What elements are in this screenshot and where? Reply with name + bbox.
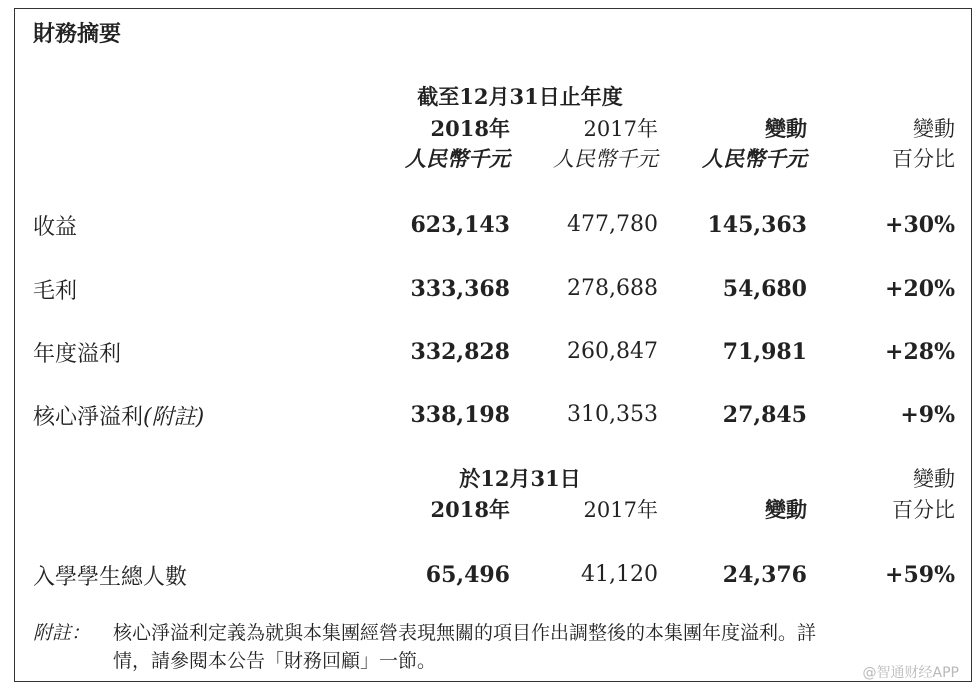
- row-value-2018: 623,143: [410, 212, 510, 238]
- period-heading: 截至12月31日止年度: [417, 84, 623, 109]
- row-label: 收益: [33, 215, 78, 240]
- row-value-pct: +59%: [885, 562, 955, 588]
- watermark: @智通财经APP: [862, 665, 959, 681]
- row-label-text: 核心淨溢利: [33, 405, 144, 430]
- row-value-change: 24,376: [722, 562, 807, 588]
- row-value-change: 27,845: [722, 402, 807, 428]
- row-value-change: 54,680: [722, 276, 807, 302]
- row-value-2017: 278,688: [567, 276, 658, 301]
- col-change: 變動: [765, 497, 807, 522]
- row-value-change: 145,363: [707, 212, 807, 238]
- col-pct-line2: 百分比: [892, 147, 955, 171]
- col-pct-line1: 變動: [913, 467, 955, 491]
- col-2017-unit: 人民幣千元: [553, 147, 658, 171]
- row-label-core-net-profit: [33, 400, 204, 431]
- col-change: 變動: [765, 116, 807, 141]
- row-value-change: 71,981: [722, 339, 807, 365]
- date-heading: 於12月31日: [459, 466, 581, 491]
- section-title: 財務摘要: [33, 21, 122, 47]
- row-value-pct: +9%: [900, 402, 955, 428]
- row-value-2018: 65,496: [425, 562, 510, 588]
- col-pct-line2: 百分比: [892, 498, 955, 522]
- row-value-2018: 332,828: [410, 339, 510, 365]
- row-value-2017: 310,353: [567, 402, 658, 427]
- footnote-label: 附註：: [33, 622, 91, 644]
- row-value-2017: 477,780: [567, 212, 658, 237]
- row-label-note: (附註): [143, 405, 205, 430]
- col-2018-year: 2018年: [430, 497, 510, 522]
- row-label: 年度溢利: [33, 342, 122, 367]
- row-value-pct: +20%: [885, 276, 955, 302]
- row-value-2017: 260,847: [567, 339, 658, 364]
- row-value-pct: +28%: [885, 339, 955, 365]
- col-2017-year: 2017年: [583, 117, 658, 141]
- footnote-line1: 核心淨溢利定義為就與本集團經營表現無關的項目作出調整後的本集團年度溢利。詳: [113, 622, 817, 644]
- row-value-2018: 338,198: [410, 402, 510, 428]
- col-pct-line1: 變動: [913, 117, 955, 141]
- col-2017-year: 2017年: [583, 498, 658, 522]
- row-value-pct: +30%: [885, 212, 955, 238]
- row-label: 入學學生總人數: [33, 565, 188, 590]
- footnote-line2: 情，請參閱本公告「財務回顧」一節。: [113, 650, 437, 672]
- row-value-2017: 41,120: [581, 562, 658, 587]
- col-2018-year: 2018年: [430, 116, 510, 141]
- col-change-unit: 人民幣千元: [702, 146, 807, 171]
- row-value-2018: 333,368: [410, 276, 510, 302]
- row-label: 毛利: [33, 279, 78, 304]
- col-2018-unit: 人民幣千元: [405, 146, 510, 171]
